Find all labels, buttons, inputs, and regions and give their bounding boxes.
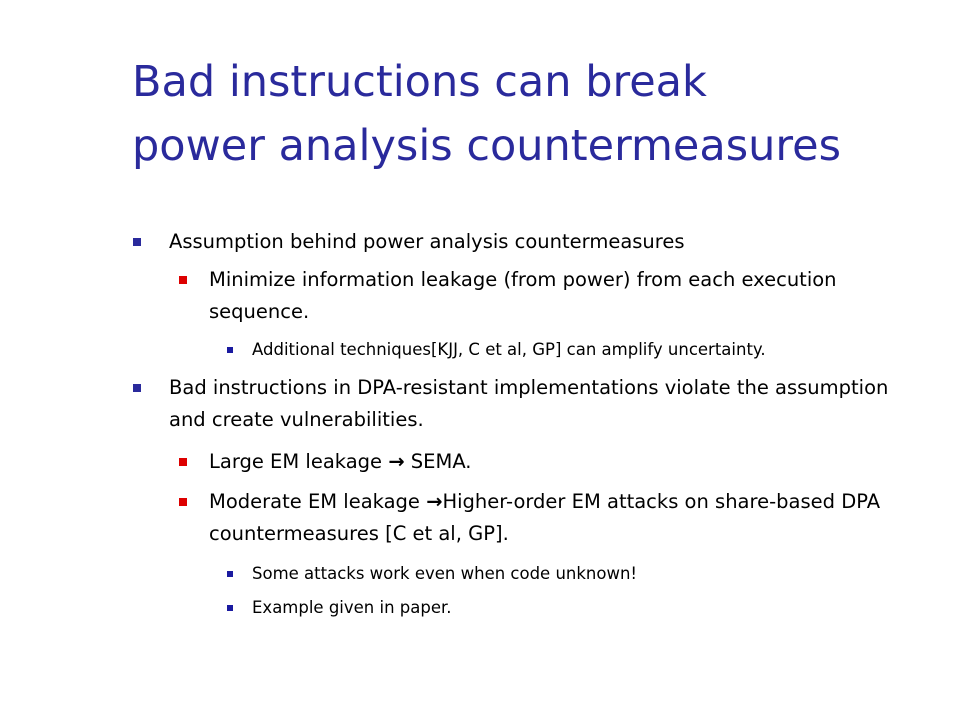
bullet-list [133, 226, 913, 622]
right-arrow-icon: → [388, 450, 405, 473]
bullet-square-icon [133, 238, 141, 246]
bullet-item-level-3 [133, 336, 913, 364]
bullet-square-icon [227, 605, 233, 611]
bullet-text: Some attacks work even when code unknown! [252, 564, 638, 583]
slide-title [132, 50, 942, 178]
bullet-text: Assumption behind power analysis countermeasures [169, 230, 685, 253]
right-arrow-icon: → [426, 490, 443, 513]
bullet-text-part: SEMA. [404, 450, 472, 473]
bullet-text-part: Large EM leakage [209, 450, 389, 473]
bullet-item-level-2 [133, 446, 913, 478]
slide-title-line-2: power analysis countermeasures [132, 121, 841, 171]
bullet-item-level-2 [133, 264, 913, 328]
bullet-square-icon [133, 384, 141, 392]
bullet-item-level-3 [133, 594, 913, 622]
bullet-text-part: Higher-order EM attacks on share-based DPA countermeasures [C et al, GP]. [209, 490, 881, 545]
bullet-item-level-2 [133, 486, 913, 550]
bullet-square-icon [227, 347, 233, 353]
bullet-text-part: Moderate EM leakage [209, 490, 427, 513]
bullet-text: Example given in paper. [252, 598, 452, 617]
bullet-text: Additional techniques[KJJ, C et al, GP] can amplify uncertainty. [252, 340, 766, 359]
slide-title-line-1: Bad instructions can break [132, 57, 707, 107]
bullet-item-level-1 [133, 372, 913, 436]
bullet-text: Minimize information leakage (from power) from each execution sequence. [209, 268, 837, 323]
bullet-square-icon [179, 498, 187, 506]
bullet-square-icon [179, 458, 187, 466]
bullet-square-icon [227, 571, 233, 577]
bullet-text: Bad instructions in DPA-resistant implementations violate the assumption and create vulnerabilities. [169, 376, 889, 431]
bullet-square-icon [179, 276, 187, 284]
bullet-item-level-3 [133, 560, 913, 588]
bullet-item-level-1 [133, 226, 913, 258]
